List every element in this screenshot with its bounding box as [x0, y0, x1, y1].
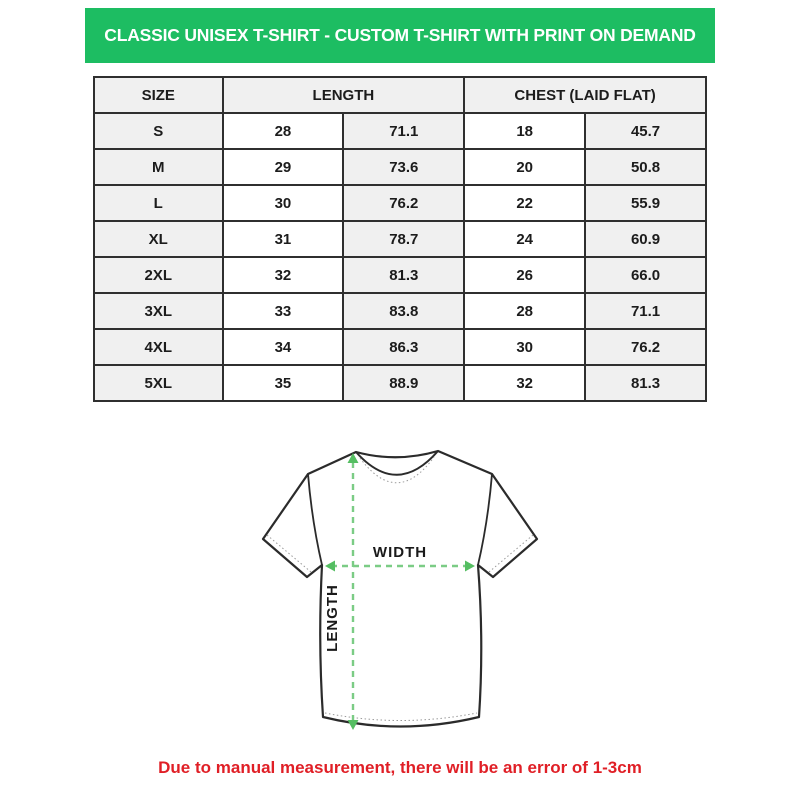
table-row [94, 293, 706, 329]
table-row [94, 113, 706, 149]
value-cell: 86.3 [343, 329, 464, 365]
value-cell: 78.7 [343, 221, 464, 257]
table-header-row [94, 77, 706, 113]
value-cell: 32 [223, 257, 344, 293]
table-row [94, 185, 706, 221]
size-cell: S [94, 113, 223, 149]
measurement-note: Due to manual measurement, there will be an error of 1-3cm [158, 758, 642, 777]
banner [85, 8, 715, 63]
value-cell: 18 [464, 113, 585, 149]
size-cell: M [94, 149, 223, 185]
size-cell: 5XL [94, 365, 223, 401]
value-cell: 76.2 [343, 185, 464, 221]
value-cell: 60.9 [585, 221, 706, 257]
column-header-length: LENGTH [223, 77, 465, 113]
value-cell: 35 [223, 365, 344, 401]
value-cell: 83.8 [343, 293, 464, 329]
value-cell: 26 [464, 257, 585, 293]
table-row [94, 221, 706, 257]
value-cell: 81.3 [585, 365, 706, 401]
value-cell: 28 [464, 293, 585, 329]
value-cell: 88.9 [343, 365, 464, 401]
value-cell: 66.0 [585, 257, 706, 293]
value-cell: 50.8 [585, 149, 706, 185]
value-cell: 71.1 [585, 293, 706, 329]
page-title: CLASSIC UNISEX T-SHIRT - CUSTOM T-SHIRT WITH PRINT ON DEMAND [104, 25, 696, 45]
table-row [94, 365, 706, 401]
value-cell: 22 [464, 185, 585, 221]
value-cell: 30 [223, 185, 344, 221]
value-cell: 32 [464, 365, 585, 401]
value-cell: 30 [464, 329, 585, 365]
tshirt-diagram [255, 442, 545, 742]
value-cell: 20 [464, 149, 585, 185]
tshirt-outline-icon [263, 451, 537, 727]
table-row [94, 329, 706, 365]
column-header-size: SIZE [94, 77, 223, 113]
value-cell: 33 [223, 293, 344, 329]
value-cell: 24 [464, 221, 585, 257]
column-header-chest: CHEST (LAID FLAT) [464, 77, 706, 113]
table-row [94, 149, 706, 185]
value-cell: 71.1 [343, 113, 464, 149]
size-cell: XL [94, 221, 223, 257]
value-cell: 73.6 [343, 149, 464, 185]
value-cell: 76.2 [585, 329, 706, 365]
arrow-down-icon [348, 720, 359, 730]
size-cell: 2XL [94, 257, 223, 293]
size-chart-table [93, 76, 707, 402]
value-cell: 29 [223, 149, 344, 185]
value-cell: 34 [223, 329, 344, 365]
value-cell: 31 [223, 221, 344, 257]
size-cell: 3XL [94, 293, 223, 329]
value-cell: 45.7 [585, 113, 706, 149]
value-cell: 28 [223, 113, 344, 149]
width-label: WIDTH [372, 544, 428, 561]
size-cell: L [94, 185, 223, 221]
value-cell: 55.9 [585, 185, 706, 221]
table-row [94, 257, 706, 293]
size-cell: 4XL [94, 329, 223, 365]
value-cell: 81.3 [343, 257, 464, 293]
length-label: LENGTH [324, 584, 341, 652]
